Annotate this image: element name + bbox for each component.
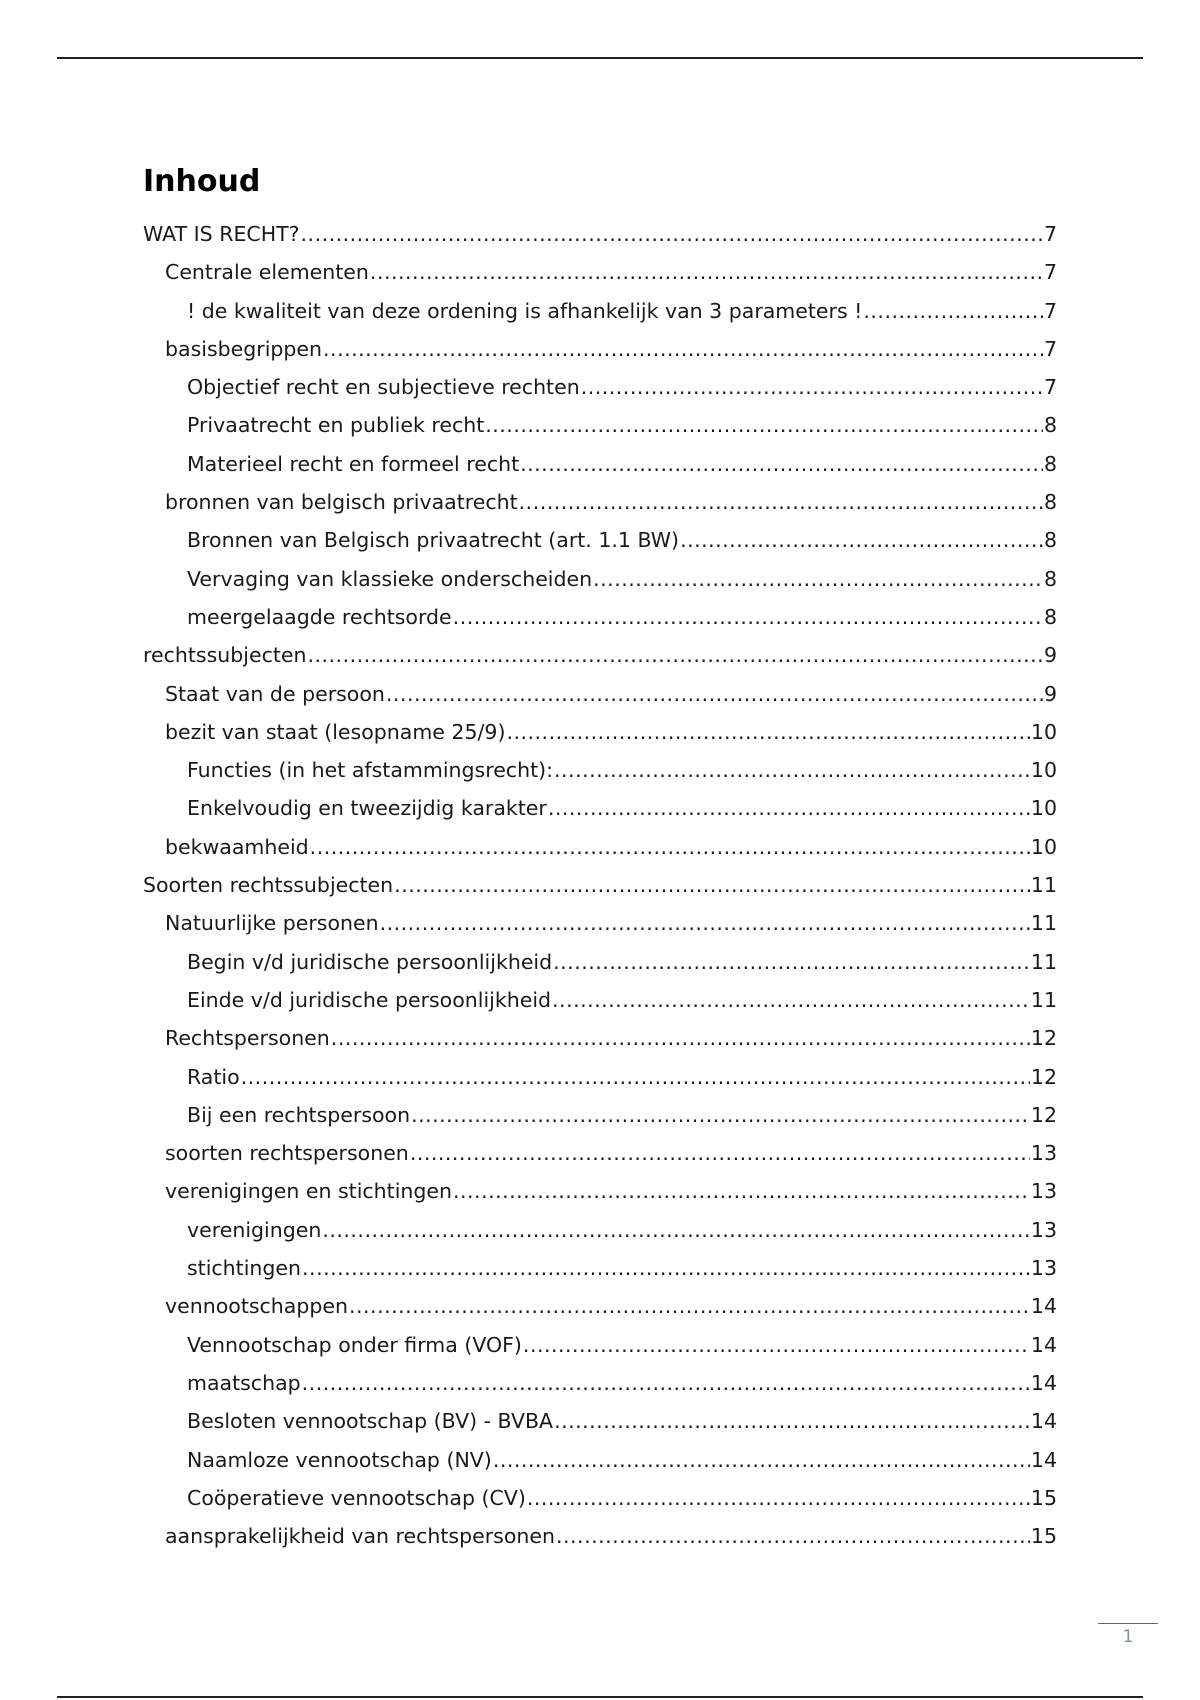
toc-dot-leader [485, 410, 1043, 440]
toc-dot-leader [323, 334, 1043, 364]
toc-entry-title: bekwaamheid [165, 834, 309, 859]
toc-entry-title: meergelaagde rechtsorde [187, 604, 452, 629]
toc-entry-title: basisbegrippen [165, 336, 323, 361]
toc-entry[interactable] [143, 985, 1057, 1023]
toc-entry-page: 7 [1043, 222, 1057, 246]
toc-entry[interactable] [143, 1100, 1057, 1138]
toc-entry[interactable] [143, 1330, 1057, 1368]
toc-entry[interactable] [143, 1291, 1057, 1329]
toc-dot-leader [493, 1445, 1030, 1475]
toc-entry-page: 8 [1043, 604, 1057, 629]
toc-dot-leader [506, 717, 1029, 747]
toc-entry[interactable] [143, 449, 1057, 487]
toc-dot-leader [310, 832, 1030, 862]
toc-entry-page: 14 [1030, 1409, 1057, 1434]
toc-entry[interactable] [143, 257, 1057, 295]
toc-entry[interactable] [143, 602, 1057, 640]
toc-dot-leader [307, 640, 1042, 670]
toc-dot-leader [386, 679, 1043, 709]
toc-entry-title: Staat van de persoon [165, 681, 385, 706]
toc-entry[interactable] [143, 870, 1057, 908]
toc-entry-page: 9 [1043, 643, 1057, 668]
toc-entry-title: bezit van staat (lesopname 25/9) [165, 719, 506, 744]
toc-heading: Inhoud [143, 164, 261, 199]
toc-entry[interactable] [143, 1368, 1057, 1406]
toc-entry-page: 15 [1030, 1524, 1057, 1549]
toc-entry[interactable] [143, 1215, 1057, 1253]
toc-entry-page: 7 [1043, 375, 1057, 400]
toc-entry[interactable] [143, 1406, 1057, 1444]
toc-entry-page: 10 [1030, 719, 1057, 744]
toc-entry-title: Materieel recht en formeel recht [187, 451, 520, 476]
toc-entry-title: maatschap [187, 1370, 301, 1395]
toc-entry-page: 12 [1030, 1064, 1057, 1089]
toc-entry-title: Privaatrecht en publiek recht [187, 413, 485, 438]
toc-entry-page: 8 [1043, 413, 1057, 438]
toc-entry-page: 14 [1030, 1332, 1057, 1357]
toc-dot-leader [302, 1253, 1030, 1283]
toc-dot-leader [523, 1330, 1030, 1360]
toc-entry-title: ! de kwaliteit van deze ordening is afhankelijk van 3 parameters ! [187, 298, 863, 323]
toc-entry-page: 10 [1030, 796, 1057, 821]
toc-entry-page: 8 [1043, 490, 1057, 515]
toc-entry-page: 9 [1043, 681, 1057, 706]
toc-entry[interactable] [143, 640, 1057, 678]
toc-entry[interactable] [143, 334, 1057, 372]
toc-dot-leader [680, 525, 1043, 555]
toc-entry[interactable] [143, 793, 1057, 831]
toc-entry[interactable] [143, 1253, 1057, 1291]
toc-entry-page: 8 [1043, 566, 1057, 591]
toc-dot-leader [370, 257, 1043, 287]
toc-entry-title: Objectief recht en subjectieve rechten [187, 375, 580, 400]
toc-entry[interactable] [143, 296, 1057, 334]
toc-entry-page: 7 [1043, 336, 1057, 361]
toc-entry-title: Coöperatieve vennootschap (CV) [187, 1485, 526, 1510]
toc-entry-title: Enkelvoudig en tweezijdig karakter [187, 796, 547, 821]
toc-entry[interactable] [143, 1062, 1057, 1100]
toc-entry-title: Centrale elementen [165, 260, 369, 285]
toc-dot-leader [394, 870, 1030, 900]
toc-dot-leader [519, 487, 1043, 517]
toc-dot-leader [302, 1368, 1030, 1398]
toc-dot-leader [527, 1483, 1030, 1513]
toc-dot-leader [593, 564, 1043, 594]
toc-entry-page: 8 [1043, 528, 1057, 553]
toc-entry-title: bronnen van belgisch privaatrecht [165, 490, 518, 515]
toc-entry-page: 10 [1030, 834, 1057, 859]
toc-entry-page: 11 [1030, 873, 1057, 898]
toc-entry-page: 15 [1030, 1485, 1057, 1510]
toc-entry[interactable] [143, 1445, 1057, 1483]
toc-entry-page: 14 [1030, 1294, 1057, 1319]
toc-entry[interactable] [143, 525, 1057, 563]
toc-entry-page: 10 [1030, 758, 1057, 783]
toc-entry-title: vennootschappen [165, 1294, 348, 1319]
toc-entry-title: Functies (in het afstammingsrecht): [187, 758, 554, 783]
toc-entry-page: 13 [1030, 1256, 1057, 1281]
toc-entry[interactable] [143, 219, 1057, 257]
toc-dot-leader [410, 1138, 1030, 1168]
toc-entry-title: Soorten rechtssubjecten [143, 873, 394, 898]
toc-entry-title: stichtingen [187, 1256, 302, 1281]
table-of-contents [143, 219, 1057, 1559]
toc-entry-title: Bronnen van Belgisch privaatrecht (art. 1.1 BW) [187, 528, 680, 553]
toc-entry-page: 14 [1030, 1370, 1057, 1395]
toc-dot-leader [581, 372, 1043, 402]
toc-dot-leader [552, 985, 1030, 1015]
toc-entry-title: rechtssubjecten [143, 643, 307, 668]
toc-entry[interactable] [143, 1176, 1057, 1214]
toc-entry-page: 8 [1043, 451, 1057, 476]
page-number: 1 [1122, 1627, 1134, 1647]
toc-entry-title: Ratio [187, 1064, 240, 1089]
toc-entry-title: Bij een rechtspersoon [187, 1102, 411, 1127]
toc-entry-page: 11 [1030, 949, 1057, 974]
toc-entry-title: WAT IS RECHT? [143, 222, 300, 246]
toc-dot-leader [322, 1215, 1030, 1245]
toc-entry-page: 13 [1030, 1217, 1057, 1242]
toc-dot-leader [520, 449, 1043, 479]
toc-dot-leader [241, 1062, 1030, 1092]
toc-entry-page: 12 [1030, 1026, 1057, 1051]
toc-entry[interactable] [143, 372, 1057, 410]
toc-dot-leader [553, 947, 1030, 977]
toc-entry[interactable] [143, 1483, 1057, 1521]
toc-entry-page: 14 [1030, 1447, 1057, 1472]
toc-entry[interactable] [143, 717, 1057, 755]
toc-entry[interactable] [143, 1138, 1057, 1176]
toc-entry[interactable] [143, 832, 1057, 870]
toc-entry-page: 11 [1030, 911, 1057, 936]
toc-entry[interactable] [143, 908, 1057, 946]
toc-dot-leader [331, 1023, 1030, 1053]
toc-entry-page: 7 [1043, 260, 1057, 285]
footer-page-rule [1098, 1623, 1158, 1624]
toc-entry[interactable] [143, 679, 1057, 717]
toc-dot-leader [863, 296, 1043, 326]
toc-entry[interactable] [143, 564, 1057, 602]
toc-entry[interactable] [143, 487, 1057, 525]
toc-entry-page: 12 [1030, 1102, 1057, 1127]
toc-entry-title: aansprakelijkheid van rechtspersonen [165, 1524, 555, 1549]
toc-entry-page: 7 [1043, 298, 1057, 323]
toc-entry[interactable] [143, 410, 1057, 448]
toc-dot-leader [301, 219, 1043, 249]
toc-entry[interactable] [143, 755, 1057, 793]
toc-dot-leader [556, 1521, 1030, 1551]
toc-dot-leader [453, 602, 1043, 632]
toc-dot-leader [380, 908, 1030, 938]
toc-entry-title: Einde v/d juridische persoonlijkheid [187, 987, 552, 1012]
toc-entry[interactable] [143, 947, 1057, 985]
toc-entry-title: Vervaging van klassieke onderscheiden [187, 566, 593, 591]
toc-entry-title: Besloten vennootschap (BV) - BVBA [187, 1409, 554, 1434]
header-rule [57, 57, 1143, 59]
toc-entry-title: Natuurlijke personen [165, 911, 379, 936]
toc-dot-leader [453, 1176, 1030, 1206]
toc-dot-leader [554, 1406, 1030, 1436]
toc-dot-leader [548, 793, 1030, 823]
toc-dot-leader [349, 1291, 1030, 1321]
toc-entry-title: verenigingen [187, 1217, 322, 1242]
toc-entry-page: 13 [1030, 1179, 1057, 1204]
toc-entry[interactable] [143, 1521, 1057, 1559]
toc-entry[interactable] [143, 1023, 1057, 1061]
toc-entry-title: verenigingen en stichtingen [165, 1179, 452, 1204]
toc-entry-title: Vennootschap onder firma (VOF) [187, 1332, 522, 1357]
footer-rule [57, 1696, 1143, 1698]
toc-entry-title: soorten rechtspersonen [165, 1141, 409, 1166]
toc-entry-title: Naamloze vennootschap (NV) [187, 1447, 492, 1472]
toc-entry-title: Begin v/d juridische persoonlijkheid [187, 949, 553, 974]
toc-entry-page: 13 [1030, 1141, 1057, 1166]
toc-entry-page: 11 [1030, 987, 1057, 1012]
toc-dot-leader [554, 755, 1030, 785]
toc-dot-leader [411, 1100, 1030, 1130]
toc-entry-title: Rechtspersonen [165, 1026, 330, 1051]
